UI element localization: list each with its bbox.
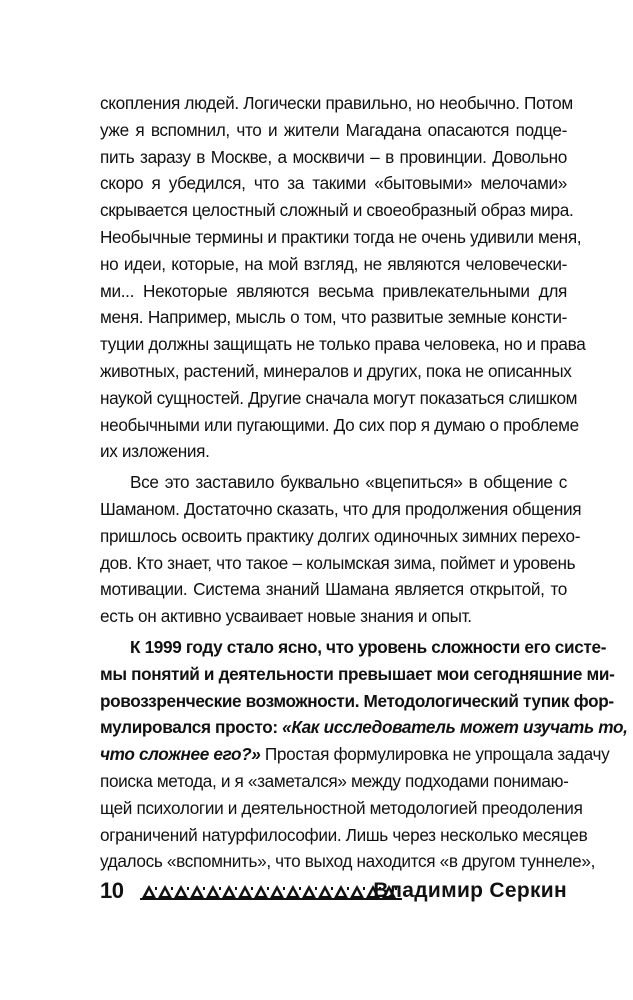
quote-phrase: что сложнее его?» <box>100 744 261 765</box>
paragraph-1 <box>100 90 586 465</box>
ornament-icon <box>140 882 402 900</box>
mixed-text-line <box>100 714 628 741</box>
paragraph-3 <box>100 634 628 875</box>
text-line: животных, растений, минералов и других, пока не описанных <box>100 360 572 381</box>
regular-phrase: Простая формулировка не упрощала задачу <box>260 744 610 765</box>
text-line: пить заразу в Москве, а москвичи – в провинции. Довольно <box>100 146 567 167</box>
ornament-baseline <box>140 898 402 900</box>
ornament-dot <box>155 887 157 890</box>
ornament-dot <box>331 887 333 890</box>
author-name: Владимир Серкин <box>373 879 567 902</box>
quote-phrase: «Как исследователь может изучать то, <box>282 717 628 738</box>
bold-text-line: мы понятий и деятельности превышает мои сегодняшние ми- <box>100 663 615 684</box>
ornament-dot <box>203 887 205 890</box>
page-footer <box>100 876 567 906</box>
text-line: Шаманом. Достаточно сказать, что для продолжения общения <box>100 498 582 519</box>
text-line: но идеи, которые, на мой взгляд, не являются человечески- <box>100 253 567 274</box>
text-line: скоро я убедился, что за такими «бытовыми» мелочами» <box>100 173 567 194</box>
text-line: дов. Кто знает, что такое – колымская зима, поймет и уровень <box>100 552 576 573</box>
mixed-text-line <box>100 741 610 768</box>
ornament-dot <box>219 887 221 890</box>
ornament-dot <box>283 887 285 890</box>
text-line: туции должны защищать не только права человека, но и права <box>100 334 586 355</box>
ornament-dot <box>171 887 173 890</box>
text-line: есть он активно усваивает новые знания и опыт. <box>100 606 472 627</box>
ornament-dot <box>347 887 349 890</box>
ornament-dot <box>299 887 301 890</box>
text-line: меня. Например, мысль о том, что развитые земные консти- <box>100 307 567 328</box>
page-text <box>100 90 628 875</box>
text-line: ми... Некоторые являются весьма привлекательными для <box>100 280 567 301</box>
ornament-dot <box>267 887 269 890</box>
ornament-dot <box>363 887 365 890</box>
paragraph-2 <box>100 469 582 630</box>
text-line: Все это заставило буквально «вцепиться» в общение с <box>130 472 567 493</box>
bold-phrase: мулировался просто: <box>100 717 283 738</box>
text-line: скопления людей. Логически правильно, но необычно. Потом <box>100 93 573 113</box>
bold-text-line: ровоззренческие возможности. Методологический тупик фор- <box>100 690 614 711</box>
text-line: их изложения. <box>100 441 210 462</box>
text-line: пришлось освоить практику долгих одиночных зимних перехо- <box>100 525 581 546</box>
ornament-dot <box>187 887 189 890</box>
text-line: поиска метода, и я «заметался» между подходами понимаю- <box>100 770 569 791</box>
text-line: Необычные термины и практики тогда не очень удивили меня, <box>100 226 582 247</box>
text-line: удалось «вспомнить», что выход находится «в другом туннеле», <box>100 851 596 872</box>
text-line: мотивации. Система знаний Шамана является открытой, то <box>100 579 567 600</box>
text-line: необычными или пугающими. До сих пор я думаю о проблеме <box>100 414 579 435</box>
ornament-dot <box>235 887 237 890</box>
bold-text-line: К 1999 году стало ясно, что уровень сложности его систе- <box>130 636 607 657</box>
page-number: 10 <box>100 878 124 903</box>
text-line: уже я вспомнил, что и жители Магадана опасаются подце- <box>100 119 567 140</box>
text-line: наукой сущностей. Другие сначала могут показаться слишком <box>100 387 578 408</box>
ornament-dot <box>251 887 253 890</box>
ornament-dot <box>315 887 317 890</box>
text-line: скрывается целостный сложный и своеобразный образ мира. <box>100 200 574 221</box>
text-line: ограничений натурфилософии. Лишь через несколько месяцев <box>100 824 588 845</box>
text-line: щей психологии и деятельностной методологией преодоления <box>100 797 583 818</box>
